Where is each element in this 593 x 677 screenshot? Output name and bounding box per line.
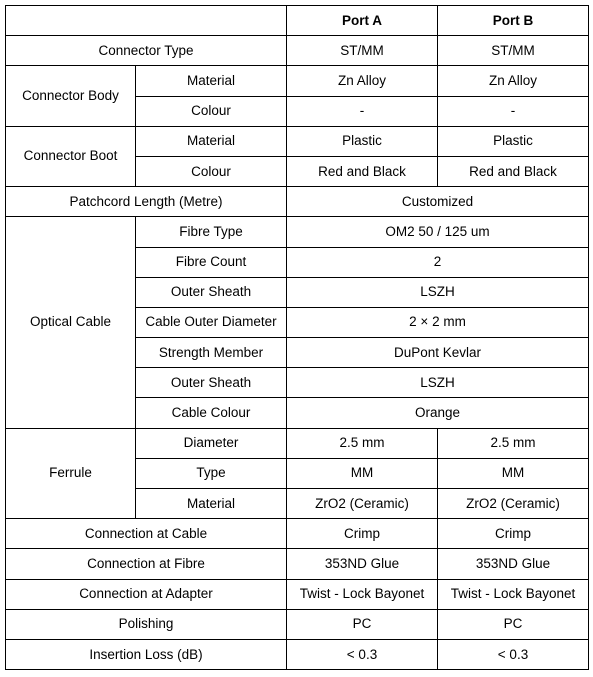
port-b-value: < 0.3 (438, 639, 589, 669)
table-row (6, 609, 589, 639)
row-label: Outer Sheath (136, 277, 287, 307)
port-a-value: ZrO2 (Ceramic) (287, 489, 438, 519)
row-label: Diameter (136, 428, 287, 458)
port-b-value: ST/MM (438, 36, 589, 66)
row-label: Cable Colour (136, 398, 287, 428)
table-row (6, 126, 589, 156)
port-a-value: Zn Alloy (287, 66, 438, 96)
port-a-value: - (287, 96, 438, 126)
group-label: Connector Boot (6, 126, 136, 186)
table-row (6, 639, 589, 669)
port-b-value: ZrO2 (Ceramic) (438, 489, 589, 519)
row-label: Type (136, 458, 287, 488)
port-a-value: Plastic (287, 126, 438, 156)
group-label: Optical Cable (6, 217, 136, 428)
header-port-a: Port A (287, 6, 438, 36)
table-row (6, 66, 589, 96)
group-label: Ferrule (6, 428, 136, 519)
port-b-value: Crimp (438, 519, 589, 549)
table-row (6, 187, 589, 217)
port-b-value: 2.5 mm (438, 428, 589, 458)
row-label: Colour (136, 156, 287, 186)
port-b-value: Red and Black (438, 156, 589, 186)
port-a-value: MM (287, 458, 438, 488)
row-label: Patchcord Length (Metre) (6, 187, 287, 217)
row-label: Colour (136, 96, 287, 126)
port-a-value: Twist - Lock Bayonet (287, 579, 438, 609)
row-label: Outer Sheath (136, 368, 287, 398)
row-label: Polishing (6, 609, 287, 639)
table-row (6, 579, 589, 609)
port-b-value: MM (438, 458, 589, 488)
port-a-value: 353ND Glue (287, 549, 438, 579)
row-label: Fibre Type (136, 217, 287, 247)
row-label: Connector Type (6, 36, 287, 66)
port-a-value: Crimp (287, 519, 438, 549)
row-label: Material (136, 126, 287, 156)
port-b-value: PC (438, 609, 589, 639)
group-label: Connector Body (6, 66, 136, 126)
shared-value: LSZH (287, 368, 589, 398)
port-b-value: Twist - Lock Bayonet (438, 579, 589, 609)
row-label: Connection at Fibre (6, 549, 287, 579)
shared-value: 2 (287, 247, 589, 277)
row-label: Connection at Adapter (6, 579, 287, 609)
table-row (6, 428, 589, 458)
row-label: Fibre Count (136, 247, 287, 277)
port-a-value: PC (287, 609, 438, 639)
table-row (6, 549, 589, 579)
shared-value: LSZH (287, 277, 589, 307)
table-row (6, 36, 589, 66)
table-row (6, 519, 589, 549)
header-port-b: Port B (438, 6, 589, 36)
shared-value: Orange (287, 398, 589, 428)
row-label: Cable Outer Diameter (136, 307, 287, 337)
port-b-value: - (438, 96, 589, 126)
shared-value: DuPont Kevlar (287, 338, 589, 368)
table-row (6, 217, 589, 247)
row-label: Material (136, 66, 287, 96)
row-label: Strength Member (136, 338, 287, 368)
row-label: Insertion Loss (dB) (6, 639, 287, 669)
header-corner (6, 6, 287, 36)
row-label: Connection at Cable (6, 519, 287, 549)
port-b-value: 353ND Glue (438, 549, 589, 579)
shared-value: Customized (287, 187, 589, 217)
port-a-value: ST/MM (287, 36, 438, 66)
shared-value: 2 × 2 mm (287, 307, 589, 337)
port-a-value: 2.5 mm (287, 428, 438, 458)
port-a-value: Red and Black (287, 156, 438, 186)
header-row (6, 6, 589, 36)
shared-value: OM2 50 / 125 um (287, 217, 589, 247)
port-b-value: Zn Alloy (438, 66, 589, 96)
port-a-value: < 0.3 (287, 639, 438, 669)
row-label: Material (136, 489, 287, 519)
spec-table (5, 5, 589, 670)
port-b-value: Plastic (438, 126, 589, 156)
